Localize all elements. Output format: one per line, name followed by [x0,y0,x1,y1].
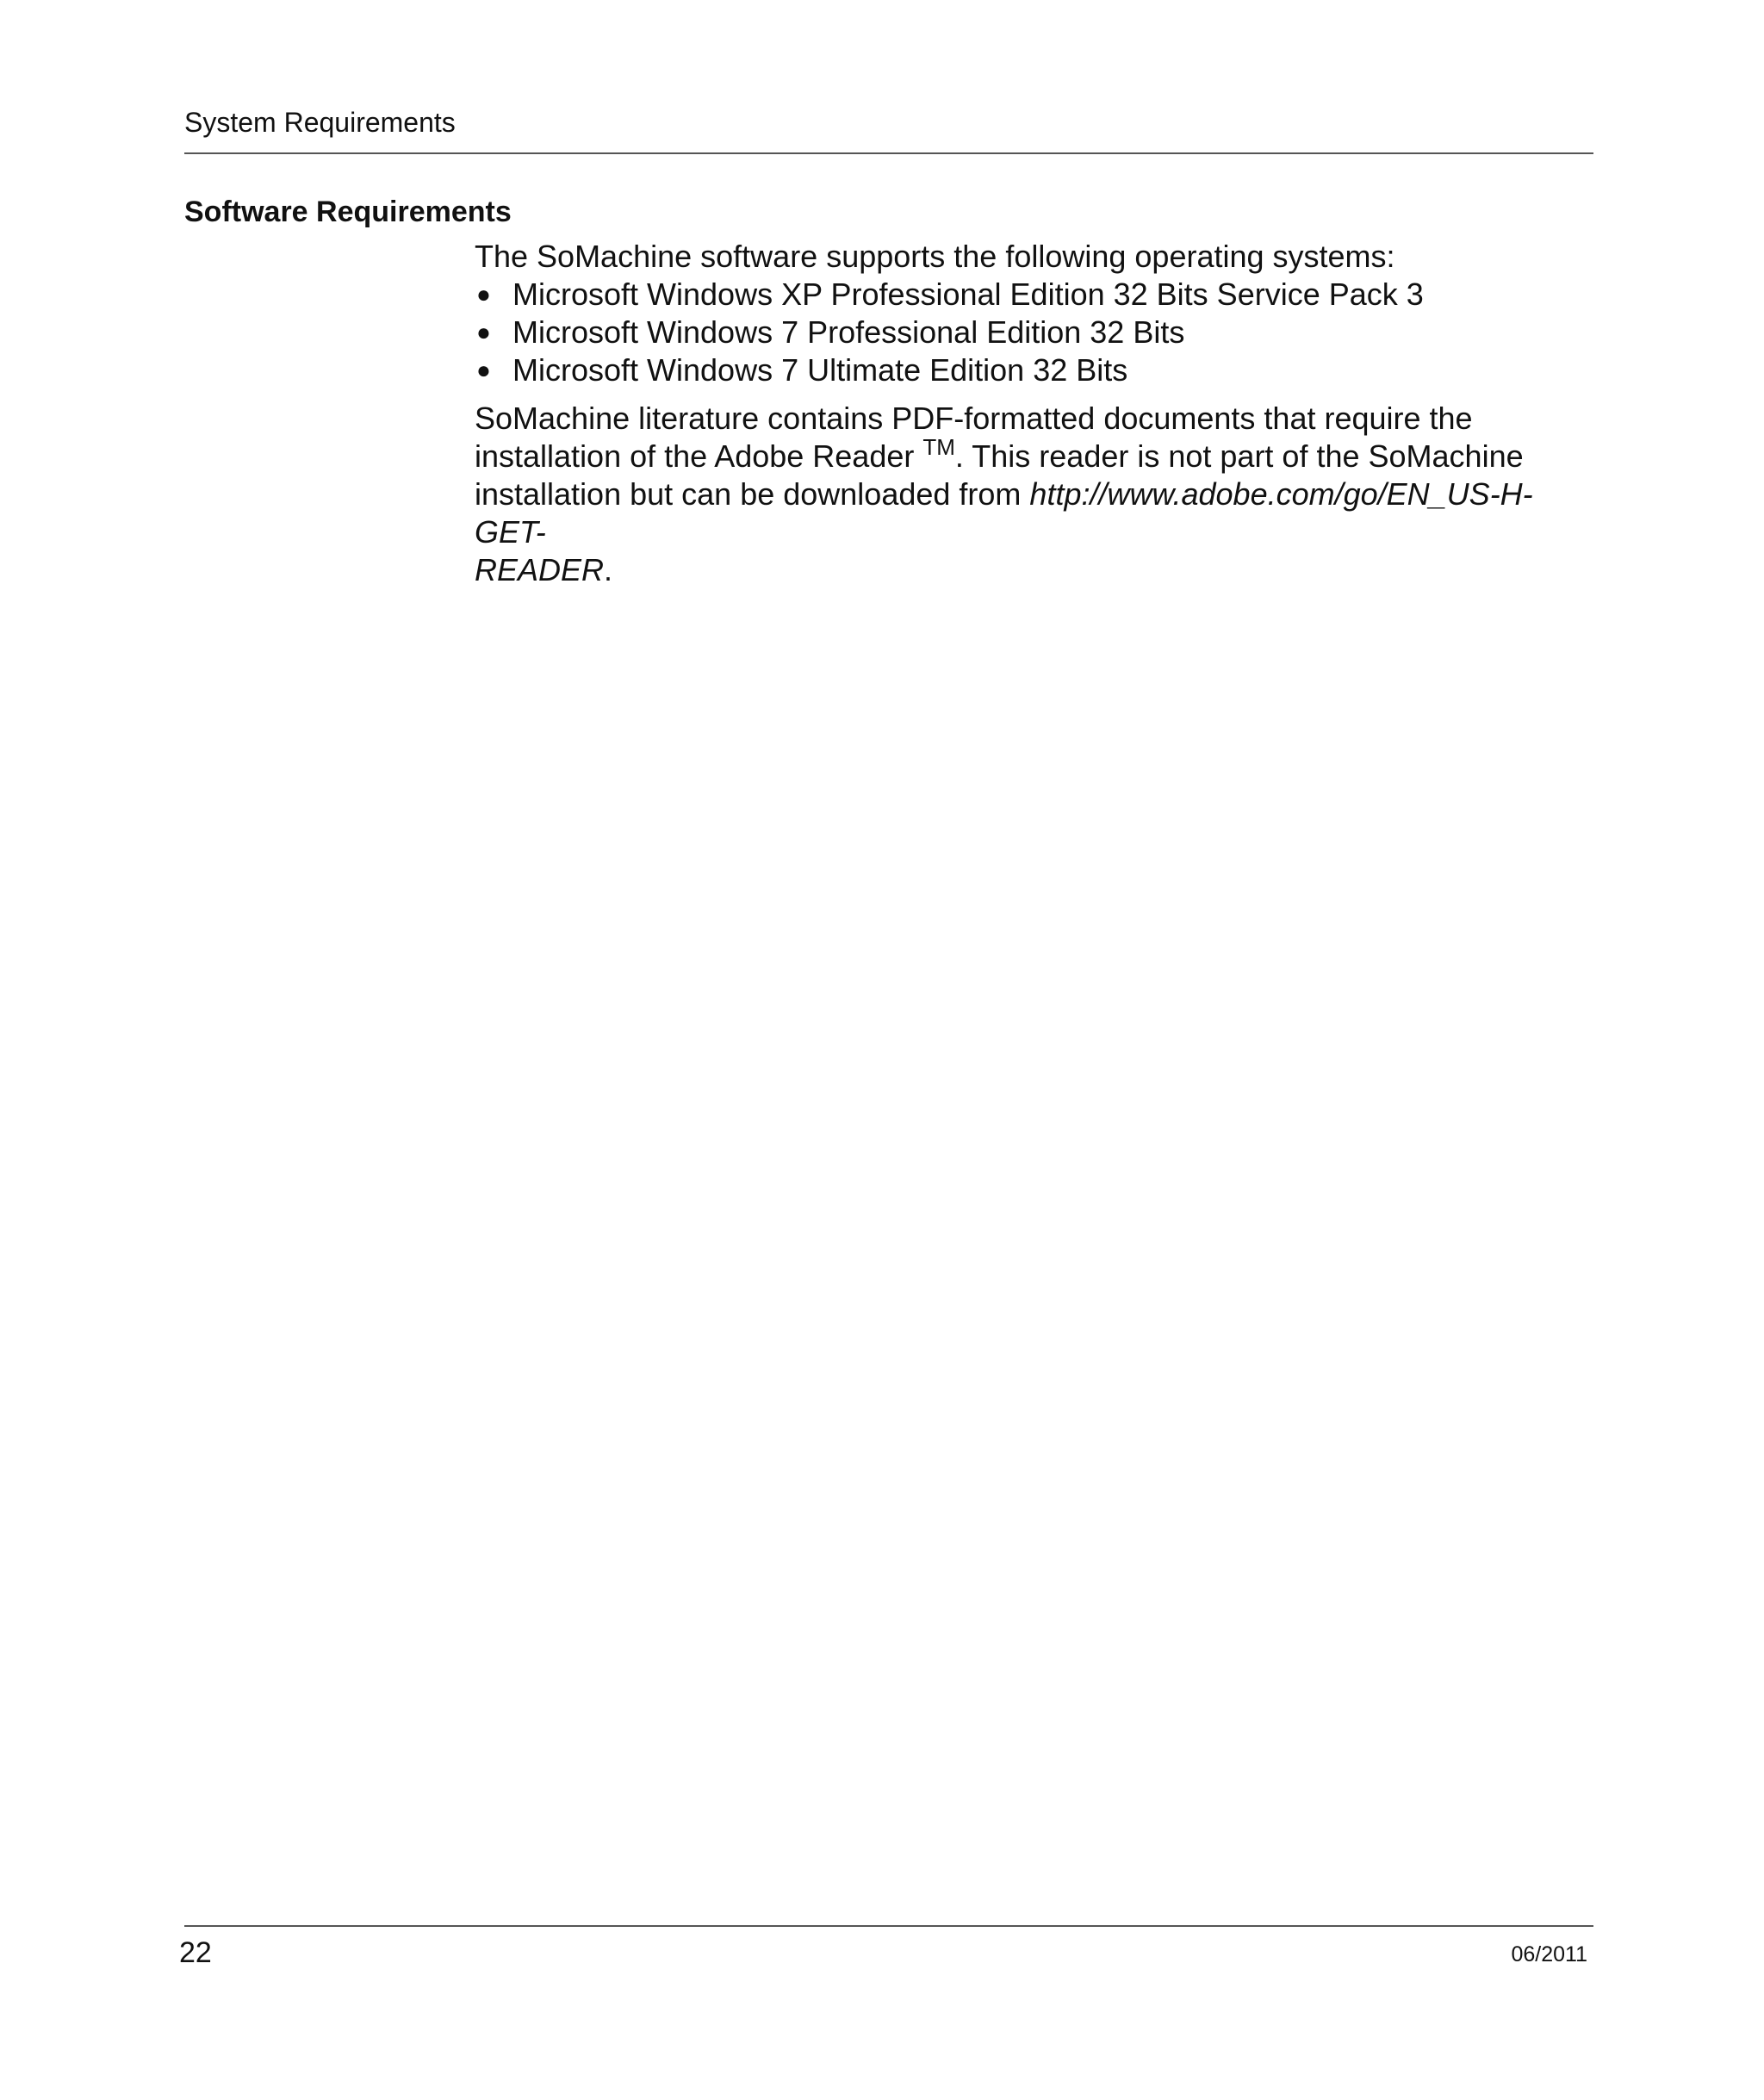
literature-line-2 [475,434,1594,475]
header-divider [184,152,1593,154]
literature-line-3 [475,475,1594,551]
adobe-url-link-part1[interactable]: http://www.adobe.com/go/EN_US-H-GET- [475,476,1533,550]
list-item [475,351,1594,389]
footer-divider [184,1925,1593,1927]
intro-paragraph: The SoMachine software supports the following operating systems: [475,239,1395,274]
trademark-symbol: TM [922,434,955,460]
section-heading: Software Requirements [184,196,512,228]
bullet-icon: ● [476,281,491,308]
list-item [475,314,1594,351]
running-header-title: System Requirements [184,107,456,138]
os-item-label: Microsoft Windows 7 Professional Edition 32 Bits [512,314,1185,350]
adobe-url-link-part2[interactable]: READER [475,552,605,587]
bullet-icon: ● [476,357,491,383]
literature-line-4 [475,551,1594,589]
os-list [475,276,1594,389]
literature-line-3-text: installation but can be downloaded from [475,476,1030,512]
bullet-icon: ● [476,319,491,345]
literature-paragraph [475,400,1594,589]
literature-line-1: SoMachine literature contains PDF-formatted documents that require the [475,401,1473,436]
literature-line-2-rest: . This reader is not part of the SoMachine [954,438,1524,474]
literature-end-punct: . [604,552,613,587]
footer-date: 06/2011 [1511,1942,1587,1966]
page-number: 22 [179,1936,212,1969]
literature-line-2-text: installation of the Adobe Reader [475,438,923,474]
section-body [475,238,1594,589]
os-item-label: Microsoft Windows XP Professional Edition 32 Bits Service Pack 3 [512,276,1424,312]
list-item [475,276,1594,314]
os-item-label: Microsoft Windows 7 Ultimate Edition 32 Bits [512,352,1128,388]
